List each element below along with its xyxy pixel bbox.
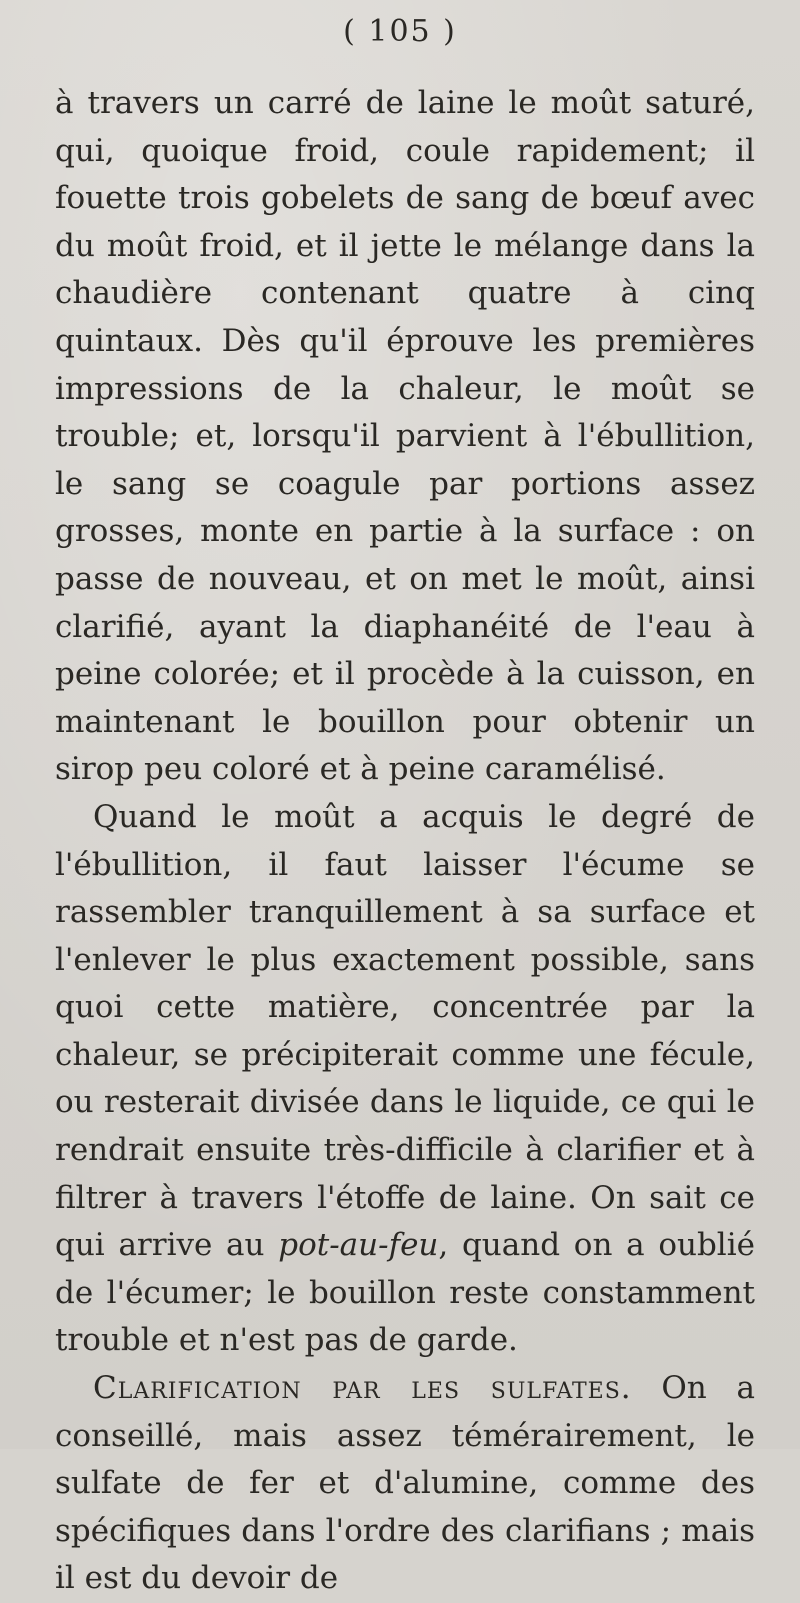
- paragraph-2: [55, 794, 755, 1365]
- paragraph-1: à travers un carré de laine le moût saturé, qui, quoique froid, coule rapidement; il fouette trois gobelets de sang de bœuf avec du moût froid, et il jette le mélange dans la chaudière contenant quatre à cinq quintaux. Dès qu'il éprouve les premières impressions de la chaleur, le moût se trouble; et, lorsqu'il parvient à l'ébullition, le sang se coagule par portions assez grosses, monte en partie à la surface : on passe de nouveau, et on met le moût, ainsi clarifié, ayant la diaphanéité de l'eau à peine colorée; et il procède à la cuisson, en maintenant le bouillon pour obtenir un sirop peu coloré et à peine caramélisé.: [55, 85, 755, 788]
- paragraph-2-text-after: , quand on a oublié de l'écumer; le bouillon reste constamment trouble et n'est pas de garde.: [55, 1227, 755, 1359]
- paragraph-2-text-before: Quand le moût a acquis le degré de l'ébullition, il faut laisser l'écume se rassembler tranquillement à sa surface et l'enlever le plus exactement possible, sans quoi cette matière, concentrée par la chaleur, se précipiterait comme une fécule, ou resterait divisée dans le liquide, ce qui le rendrait ensuite très-difficile à clarifier et à filtrer à travers l'étoffe de laine. On sait ce qui arrive au: [55, 798, 755, 1264]
- paragraph-3: [55, 1365, 755, 1603]
- page-number: ( 105 ): [343, 14, 457, 49]
- section-heading: Clarification par les sulfates.: [93, 1370, 632, 1407]
- body-text: [55, 80, 755, 1603]
- italic-term: pot-au-feu: [278, 1227, 439, 1264]
- paragraph-3-text: On a conseillé, mais assez témérairement, le sulfate de fer et d'alumine, comme des spécifiques dans l'ordre des clarifians ; mais il est du devoir de: [55, 1370, 755, 1597]
